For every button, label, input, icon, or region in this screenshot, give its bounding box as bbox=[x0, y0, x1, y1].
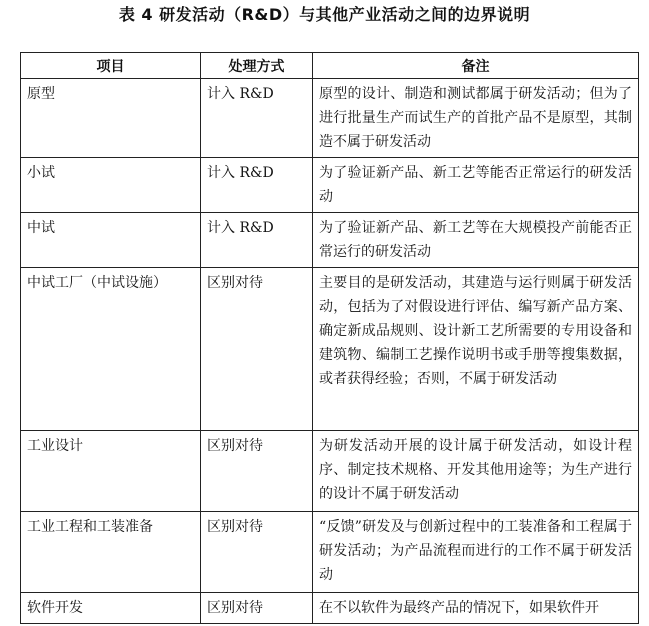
cell-item: 软件开发 bbox=[21, 593, 201, 624]
cell-note: 主要目的是研发活动，其建造与运行则属于研发活动，包括为了对假设进行评估、编写新产品方案、确定新成品规则、设计新工艺所需要的专用设备和建筑物、编制工艺操作说明书或手册等搜集数据，或者获得经验；否则，不属于研发活动 bbox=[313, 268, 639, 431]
cell-method: 计入 R&D bbox=[201, 79, 313, 158]
cell-note: 在不以软件为最终产品的情况下，如果软件开 bbox=[313, 593, 639, 624]
cell-method: 区别对待 bbox=[201, 512, 313, 593]
cell-method: 计入 R&D bbox=[201, 158, 313, 213]
table-row bbox=[21, 79, 639, 158]
table-row bbox=[21, 512, 639, 593]
header-note: 备注 bbox=[313, 53, 639, 79]
cell-note: 为了验证新产品、新工艺等在大规模投产前能否正常运行的研发活动 bbox=[313, 213, 639, 268]
cell-item: 工业工程和工装准备 bbox=[21, 512, 201, 593]
cell-item: 中试 bbox=[21, 213, 201, 268]
cell-note: 为研发活动开展的设计属于研发活动，如设计程序、制定技术规格、开发其他用途等；为生产进行的设计不属于研发活动 bbox=[313, 431, 639, 512]
cell-item: 小试 bbox=[21, 158, 201, 213]
cell-item: 原型 bbox=[21, 79, 201, 158]
table-row bbox=[21, 268, 639, 431]
cell-note: 原型的设计、制造和测试都属于研发活动；但为了进行批量生产而试生产的首批产品不是原型，其制造不属于研发活动 bbox=[313, 79, 639, 158]
header-item: 项目 bbox=[21, 53, 201, 79]
table-row bbox=[21, 213, 639, 268]
table-header-row bbox=[21, 53, 639, 79]
cell-item: 工业设计 bbox=[21, 431, 201, 512]
rd-boundary-table bbox=[20, 52, 639, 624]
cell-method: 区别对待 bbox=[201, 593, 313, 624]
header-method: 处理方式 bbox=[201, 53, 313, 79]
cell-method: 区别对待 bbox=[201, 268, 313, 431]
table-row bbox=[21, 431, 639, 512]
cell-note: 为了验证新产品、新工艺等能否正常运行的研发活动 bbox=[313, 158, 639, 213]
cell-method: 计入 R&D bbox=[201, 213, 313, 268]
table-title: 表 4 研发活动（R&D）与其他产业活动之间的边界说明 bbox=[118, 5, 531, 24]
table-row bbox=[21, 593, 639, 624]
cell-item: 中试工厂（中试设施） bbox=[21, 268, 201, 431]
table-row bbox=[21, 158, 639, 213]
cell-method: 区别对待 bbox=[201, 431, 313, 512]
cell-note: “反馈”研发及与创新过程中的工装准备和工程属于研发活动；为产品流程而进行的工作不属于研发活动 bbox=[313, 512, 639, 593]
